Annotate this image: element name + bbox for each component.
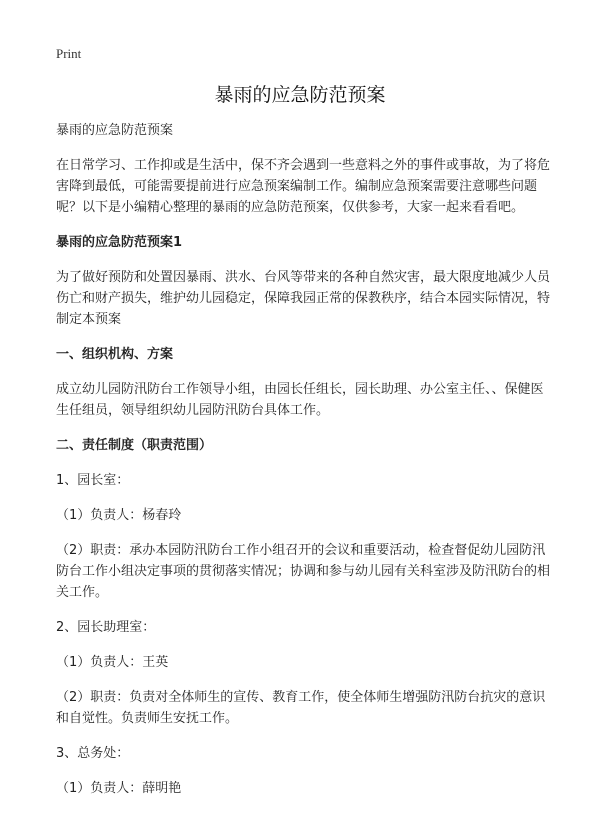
- item1-person: （1）负责人：杨春玲: [56, 508, 182, 523]
- item2-person: （1）负责人：王英: [56, 655, 169, 670]
- print-link[interactable]: Print: [56, 46, 82, 61]
- intro-paragraph: 在日常学习、工作抑或是生活中，保不齐会遇到一些意料之外的事件或事故，为了将危害降到最低，可能需要提前进行应急预案编制工作。编制应急预案需要注意哪些问题呢？以下是小编精心整理的暴雨的应急防范预案，仅供参考，大家一起来看看吧。: [56, 158, 551, 215]
- item1-duty: （2）职责：承办本园防汛防台工作小组召开的会议和重要活动，检查督促幼儿园防汛防台工作小组决定事项的贯彻落实情况；协调和参与幼儿园有关科室涉及防汛防台的相关工作。: [56, 543, 551, 600]
- item3-title: 3、总务处：: [56, 746, 130, 761]
- item2-duty: （2）职责：负责对全体师生的宣传、教育工作，使全体师生增强防汛防台抗灾的意识和自觉性。负责师生安抚工作。: [56, 690, 546, 726]
- document-subtitle: 暴雨的应急防范预案: [56, 123, 174, 138]
- item2-title: 2、园长助理室：: [56, 620, 156, 635]
- organization-paragraph: 成立幼儿园防汛防台工作领导小组，由园长任组长，园长助理、办公室主任、、保健医生任组员，领导组织幼儿园防汛防台具体工作。: [56, 382, 544, 418]
- section-title: 暴雨的应急防范预案1: [56, 235, 183, 250]
- item1-title: 1、园长室：: [56, 473, 130, 488]
- heading-responsibility: 二、责任制度（职责范围）: [56, 438, 213, 453]
- section-intro-paragraph: 为了做好预防和处置因暴雨、洪水、台风等带来的各种自然灾害，最大限度地减少人员伤亡和财产损失，维护幼儿园稳定，保障我园正常的保教秩序，结合本园实际情况，特制定本预案: [56, 270, 551, 327]
- heading-organization: 一、组织机构、方案: [56, 347, 174, 362]
- document-body: [56, 120, 556, 813]
- item3-person: （1）负责人：薛明艳: [56, 781, 182, 796]
- document-title: 暴雨的应急防范预案: [214, 84, 386, 106]
